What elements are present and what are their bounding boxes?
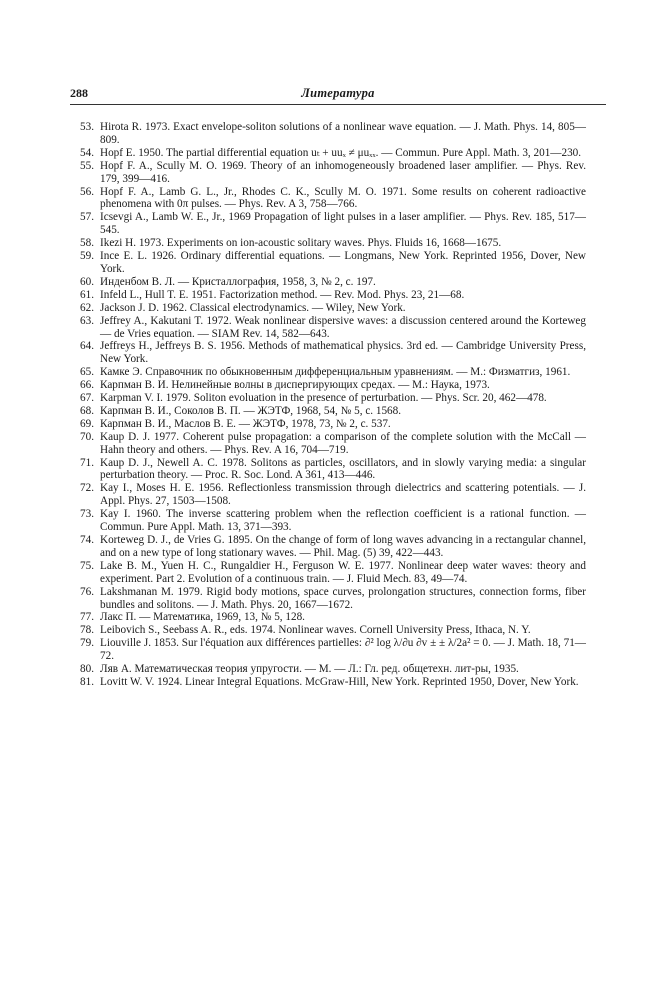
reference-item [70, 431, 586, 457]
reference-text: Hopf F. A., Lamb G. L., Jr., Rhodes C. K., Scully M. O. 1971. Some results on coherent radioactive phenomena with 0π pulses. — Phys. Rev. A 3, 758—766. [100, 185, 586, 211]
reference-item [70, 366, 586, 379]
reference-number: 64. [80, 340, 94, 353]
reference-number: 76. [80, 585, 94, 598]
reference-item [70, 186, 586, 212]
reference-text: Kaup D. J., Newell A. C. 1978. Solitons as particles, oscillators, and in slowly varying media: a singular perturbation theory. — Proc. R. Soc. Lond. A 361, 413—446. [100, 456, 586, 482]
reference-item [70, 611, 586, 624]
reference-item [70, 560, 586, 586]
reference-number: 79. [80, 637, 94, 650]
reference-text: Lakshmanan M. 1979. Rigid body motions, space curves, prolongation structures, connection forms, fiber bundles and solitons. — J. Math. Phys. 20, 1667—1672. [100, 585, 586, 611]
reference-number: 80. [80, 663, 94, 676]
reference-number: 73. [80, 508, 94, 521]
reference-number: 69. [80, 417, 94, 430]
reference-number: 53. [80, 121, 94, 133]
reference-item [70, 457, 586, 483]
reference-text: Kaup D. J. 1977. Coherent pulse propagation: a comparison of the complete solution with the McCall — Hahn theory and others. — Phys. Rev. A 16, 704—719. [100, 430, 586, 456]
reference-text: Инденбом В. Л. — Кристаллография, 1958, 3, № 2, с. 197. [100, 275, 376, 288]
reference-number: 75. [80, 559, 94, 572]
reference-number: 71. [80, 456, 94, 469]
reference-item [70, 392, 586, 405]
reference-number: 68. [80, 404, 94, 417]
reference-text: Jeffrey A., Kakutani T. 1972. Weak nonlinear dispersive waves: a discussion centered around the Korteweg — de Vries equation. — SIAM Rev. 14, 582—643. [100, 314, 586, 340]
reference-text: Ляв А. Математическая теория упругости. — М. — Л.: Гл. ред. общетехн. лит-ры, 1935. [100, 663, 519, 676]
reference-text: Lake B. M., Yuen H. C., Rungaldier H., Ferguson W. E. 1977. Nonlinear deep water waves: theory and experiment. Part 2. Evolution of a continuous train. — J. Fluid Mech. 83, 49—74. [100, 559, 586, 585]
reference-text: Hirota R. 1973. Exact envelope-soliton solutions of a nonlinear wave equation. — J. Math. Phys. 14, 805—809. [100, 121, 586, 146]
reference-text: Ince E. L. 1926. Ordinary differential equations. — Longmans, New York. Reprinted 1956, Dover, New York. [100, 250, 586, 275]
page-header [70, 86, 606, 102]
reference-item [70, 482, 586, 508]
reference-number: 66. [80, 379, 94, 392]
running-title: Литература [301, 86, 375, 100]
reference-number: 65. [80, 366, 94, 379]
reference-number: 74. [80, 534, 94, 546]
reference-text: Infeld L., Hull T. E. 1951. Factorization method. — Rev. Mod. Phys. 23, 21—68. [100, 288, 465, 301]
reference-number: 60. [80, 275, 94, 288]
reference-item [70, 147, 586, 160]
reference-item [70, 237, 586, 250]
reference-item [70, 405, 586, 418]
reference-item [70, 676, 586, 689]
header-rule [70, 104, 606, 105]
reference-item [70, 315, 586, 341]
page-number: 288 [70, 86, 88, 100]
reference-item [70, 211, 586, 237]
reference-item [70, 624, 586, 637]
reference-number: 62. [80, 301, 94, 314]
reference-text: Lovitt W. V. 1924. Linear Integral Equations. McGraw-Hill, New York. Reprinted 1950, Dover, New York. [100, 675, 579, 688]
reference-item [70, 586, 586, 612]
reference-number: 63. [80, 314, 94, 327]
reference-text: Liouville J. 1853. Sur l'équation aux différences partielles: ∂² log λ/∂u ∂v ± ± λ/2a² = 0. — J. Math. 18, 71—72. [100, 637, 586, 663]
reference-item [70, 637, 586, 663]
reference-item [70, 663, 586, 676]
reference-number: 55. [80, 159, 94, 172]
reference-item [70, 379, 586, 392]
reference-text: Карпман В. И. Нелинейные волны в диспергирующих средах. — М.: Наука, 1973. [100, 379, 490, 392]
reference-item [70, 160, 586, 186]
reference-item [70, 250, 586, 276]
reference-number: 81. [80, 675, 94, 688]
reference-number: 77. [80, 611, 94, 624]
reference-item [70, 340, 586, 366]
reference-text: Icsevgi A., Lamb W. E., Jr., 1969 Propagation of light pulses in a laser amplifier. — Phys. Rev. 185, 517—545. [100, 211, 586, 237]
reference-text: Jeffreys H., Jeffreys B. S. 1956. Methods of mathematical physics. 3rd ed. — Cambridge University Press, New York. [100, 340, 586, 366]
reference-text: Hopf F. A., Scully M. O. 1969. Theory of an inhomogeneously broadened laser amplifier. — Phys. Rev. 179, 399—416. [100, 159, 586, 185]
reference-text: Ikezi H. 1973. Experiments on ion-acoustic solitary waves. Phys. Fluids 16, 1668—1675. [100, 237, 502, 250]
reference-text: Jackson J. D. 1962. Classical electrodynamics. — Wiley, New York. [100, 301, 406, 314]
reference-item [70, 508, 586, 534]
reference-number: 72. [80, 482, 94, 495]
reference-text: Карпман В. И., Маслов В. Е. — ЖЭТФ, 1978, 73, № 2, с. 537. [100, 417, 391, 430]
reference-number: 58. [80, 237, 94, 250]
reference-text: Kay I. 1960. The inverse scattering problem when the reflection coefficient is a rational function. — Commun. Pure Appl. Math. 13, 371—393. [100, 508, 586, 534]
reference-number: 57. [80, 211, 94, 224]
reference-text: Kay I., Moses H. E. 1956. Reflectionless transmission through dielectrics and scattering potentials. — J. Appl. Phys. 27, 1503—1508. [100, 482, 586, 508]
reference-number: 59. [80, 250, 94, 263]
reference-text: Korteweg D. J., de Vries G. 1895. On the change of form of long waves advancing in a rectangular channel, and on a new type of long stationary waves. — Phil. Mag. (5) 39, 422—443. [100, 534, 586, 559]
reference-text: Камке Э. Справочник по обыкновенным дифференциальным уравнениям. — М.: Физматгиз, 1961. [100, 366, 571, 379]
reference-list [70, 121, 586, 689]
reference-text: Karpman V. I. 1979. Soliton evoluation in the presence of perturbation. — Phys. Scr. 20, 462—478. [100, 392, 547, 405]
reference-number: 67. [80, 392, 94, 405]
reference-item [70, 276, 586, 289]
reference-number: 54. [80, 146, 94, 159]
reference-item [70, 534, 586, 560]
reference-text: Hopf E. 1950. The partial differential equation uₜ + uuₓ ≠ μuₓₓ. — Commun. Pure Appl. Math. 3, 201—230. [100, 146, 582, 159]
reference-text: Leibovich S., Seebass A. R., eds. 1974. Nonlinear waves. Cornell University Press, Ithaca, N. Y. [100, 624, 531, 637]
reference-item [70, 289, 586, 302]
reference-text: Карпман В. И., Соколов В. П. — ЖЭТФ, 1968, 54, № 5, с. 1568. [100, 404, 402, 417]
reference-item [70, 418, 586, 431]
reference-item [70, 302, 586, 315]
reference-text: Лакс П. — Математика, 1969, 13, № 5, 128. [100, 611, 305, 624]
reference-number: 56. [80, 185, 94, 198]
reference-number: 78. [80, 624, 94, 637]
reference-number: 61. [80, 288, 94, 301]
reference-number: 70. [80, 430, 94, 443]
reference-item [70, 121, 586, 147]
